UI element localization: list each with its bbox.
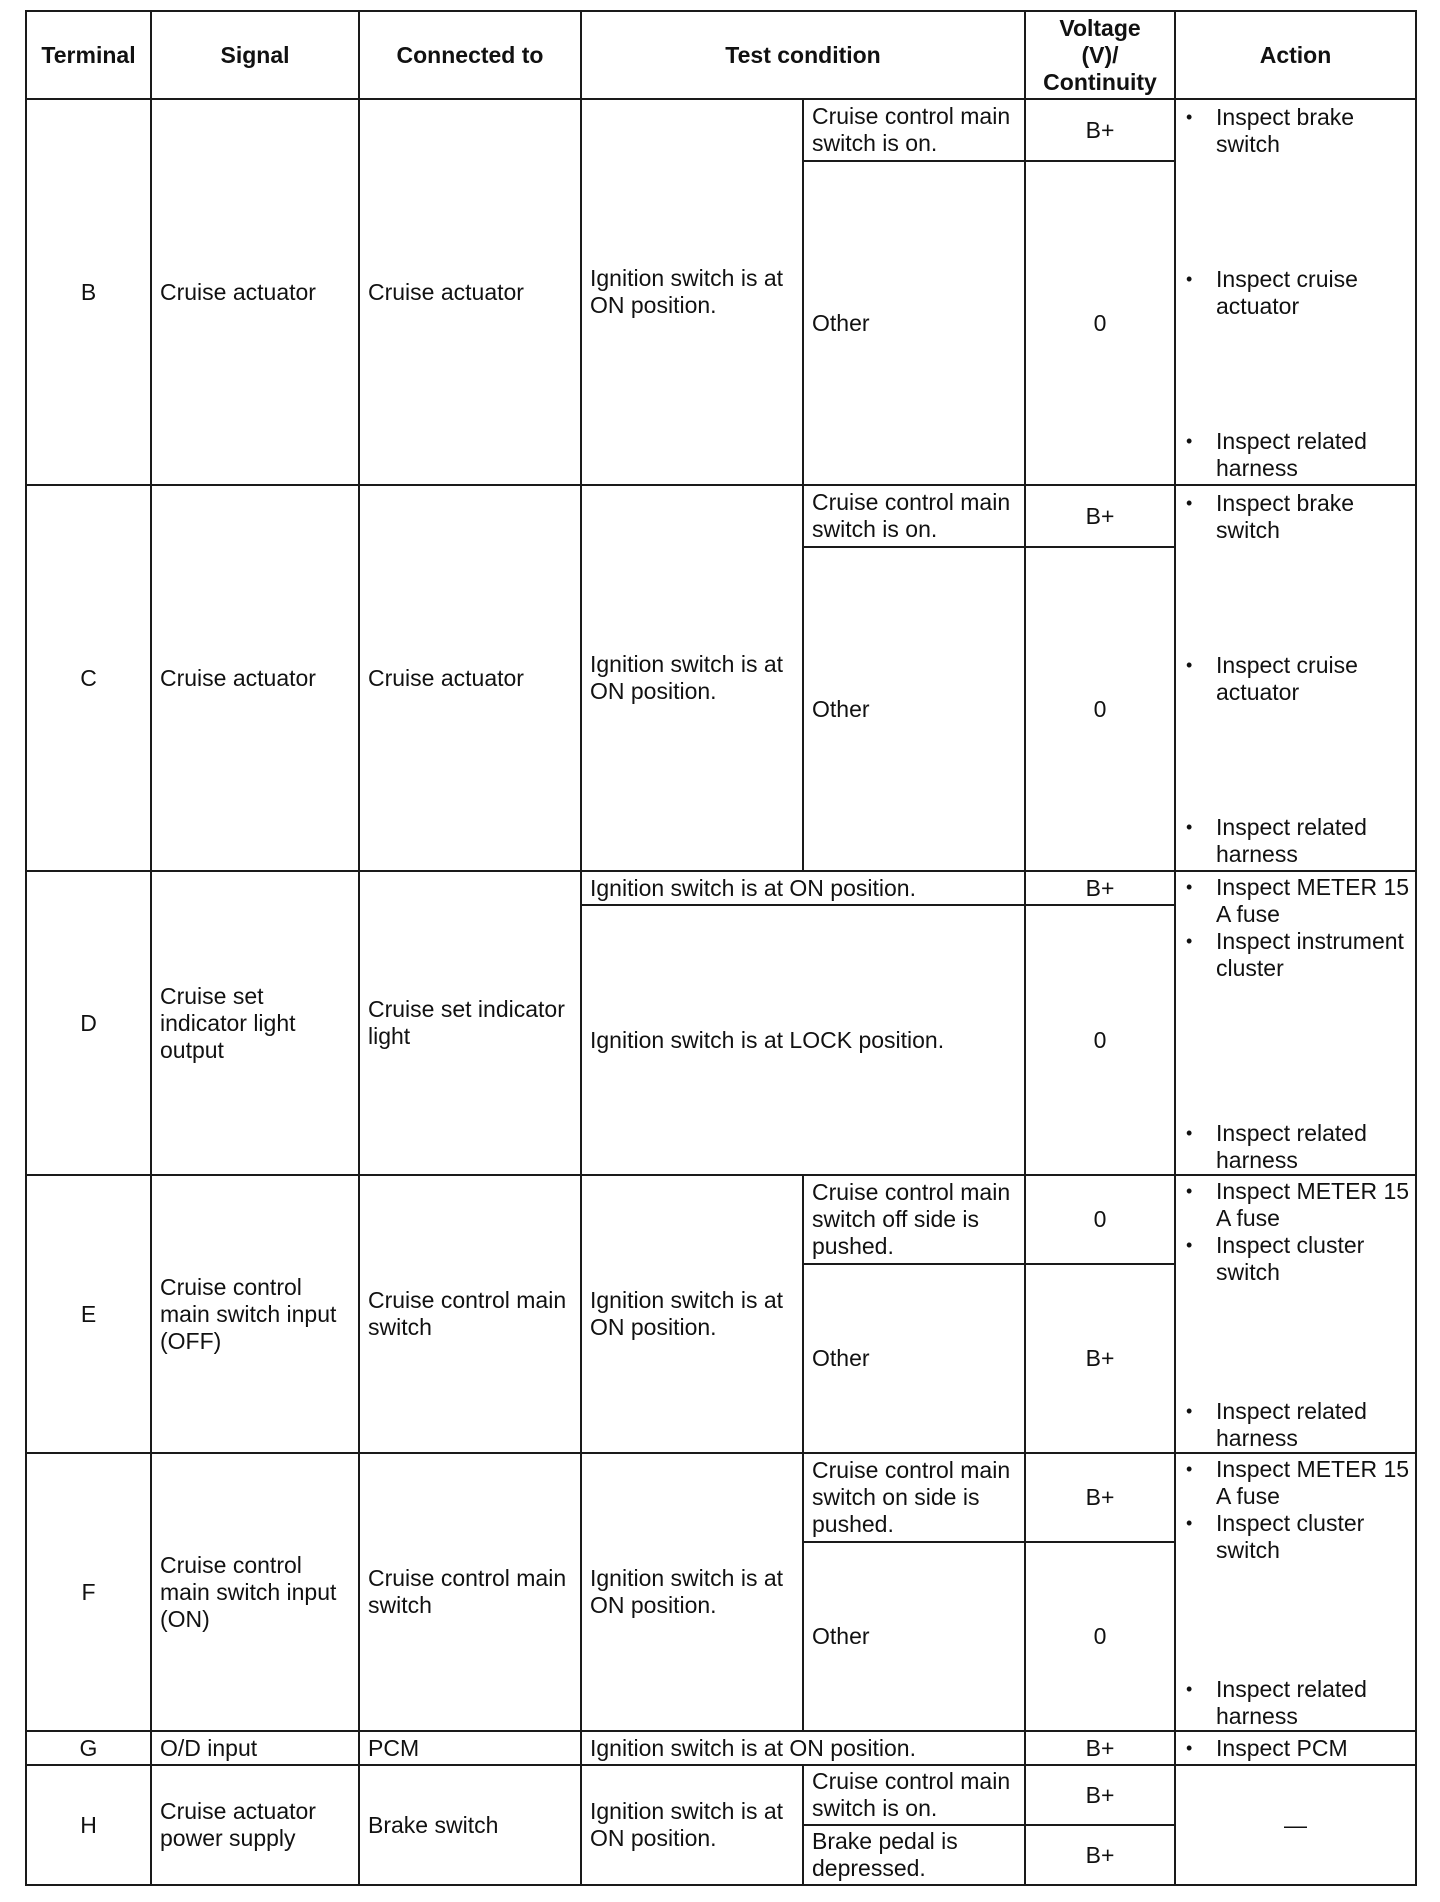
action-item: [1176, 1178, 1415, 1232]
action-item: [1176, 814, 1415, 868]
condition-cell: Ignition switch is at ON position.: [581, 1731, 1025, 1765]
bullet-icon: •: [1186, 877, 1193, 897]
action-item: [1176, 266, 1415, 320]
voltage-cell: 0: [1025, 161, 1175, 485]
action-text: Inspect METER 15 A fuse: [1216, 874, 1410, 927]
voltage-cell: B+: [1025, 99, 1175, 161]
condition-cell: Ignition switch is at ON position.: [581, 871, 1025, 905]
bullet-icon: •: [1186, 655, 1193, 675]
subcondition-cell: Other: [803, 161, 1025, 485]
terminal-cell: B: [26, 99, 151, 485]
header-voltage-line1: Voltage: [1059, 14, 1141, 41]
bullet-icon: •: [1186, 107, 1193, 127]
signal-cell: Cruise actuator: [151, 99, 359, 485]
condition-cell: Ignition switch is at LOCK position.: [581, 905, 1025, 1175]
action-item: [1176, 104, 1415, 158]
signal-cell: Cruise control main switch input (ON): [151, 1453, 359, 1731]
bullet-icon: •: [1186, 1679, 1193, 1699]
header-voltage: [1025, 11, 1175, 99]
connected-cell: Cruise control main switch: [359, 1175, 581, 1453]
action-item: [1176, 490, 1415, 544]
action-text: Inspect brake switch: [1216, 490, 1355, 543]
voltage-cell: B+: [1025, 1765, 1175, 1825]
connected-cell: PCM: [359, 1731, 581, 1765]
bullet-icon: •: [1186, 1401, 1193, 1421]
voltage-cell: B+: [1025, 1825, 1175, 1885]
header-row: [26, 11, 1416, 99]
table-row-h: [26, 1765, 1416, 1825]
voltage-cell: 0: [1025, 905, 1175, 1175]
voltage-cell: B+: [1025, 1731, 1175, 1765]
subcondition-cell: Cruise control main switch is on.: [803, 99, 1025, 161]
bullet-icon: •: [1186, 1737, 1193, 1758]
connected-cell: Cruise control main switch: [359, 1453, 581, 1731]
terminal-inspection-table: [25, 10, 1417, 1886]
voltage-cell: B+: [1025, 485, 1175, 547]
action-text: Inspect METER 15 A fuse: [1216, 1178, 1410, 1231]
action-cell: [1175, 1175, 1416, 1453]
subcondition-cell: Cruise control main switch on side is pushed.: [803, 1453, 1025, 1542]
action-cell: [1175, 871, 1416, 1175]
table-row-b: [26, 99, 1416, 161]
condition-cell: Ignition switch is at ON position.: [581, 485, 803, 871]
action-text: Inspect related harness: [1216, 1120, 1367, 1173]
signal-cell: Cruise actuator: [151, 485, 359, 871]
connected-cell: Cruise actuator: [359, 99, 581, 485]
action-text: Inspect related harness: [1216, 428, 1367, 481]
header-voltage-line2: (V)/: [1081, 41, 1119, 68]
table-row-g: [26, 1731, 1416, 1765]
table-row-e: [26, 1175, 1416, 1264]
action-item: [1176, 928, 1415, 982]
action-text: Inspect cluster switch: [1216, 1510, 1365, 1563]
header-signal: Signal: [151, 11, 359, 99]
header-terminal: Terminal: [26, 11, 151, 99]
action-text: Inspect PCM: [1216, 1734, 1348, 1761]
connected-cell: Cruise actuator: [359, 485, 581, 871]
bullet-icon: •: [1186, 817, 1193, 837]
table-row-d: [26, 871, 1416, 905]
action-text: Inspect METER 15 A fuse: [1216, 1456, 1410, 1509]
bullet-icon: •: [1186, 493, 1193, 513]
subcondition-cell: Cruise control main switch off side is pushed.: [803, 1175, 1025, 1264]
action-text: Inspect cluster switch: [1216, 1232, 1365, 1285]
bullet-icon: •: [1186, 1235, 1193, 1255]
bullet-icon: •: [1186, 269, 1193, 289]
action-item: [1176, 874, 1415, 928]
connected-cell: Cruise set indicator light: [359, 871, 581, 1175]
terminal-cell: E: [26, 1175, 151, 1453]
condition-cell: Ignition switch is at ON position.: [581, 99, 803, 485]
action-text: Inspect instrument cluster: [1216, 928, 1404, 981]
table-row-c: [26, 485, 1416, 547]
action-text: Inspect cruise actuator: [1216, 266, 1358, 319]
subcondition-cell: Other: [803, 547, 1025, 871]
action-item: [1176, 1398, 1415, 1452]
signal-cell: O/D input: [151, 1731, 359, 1765]
table-row-f: [26, 1453, 1416, 1542]
action-item: [1176, 1735, 1415, 1762]
terminal-cell: F: [26, 1453, 151, 1731]
bullet-icon: •: [1186, 1513, 1193, 1533]
signal-cell: Cruise actuator power supply: [151, 1765, 359, 1885]
action-text: Inspect related harness: [1216, 1676, 1367, 1729]
terminal-cell: D: [26, 871, 151, 1175]
action-item: [1176, 1120, 1415, 1174]
bullet-icon: •: [1186, 931, 1193, 951]
condition-cell: Ignition switch is at ON position.: [581, 1765, 803, 1885]
action-cell: [1175, 485, 1416, 871]
subcondition-cell: Cruise control main switch is on.: [803, 485, 1025, 547]
terminal-cell: G: [26, 1731, 151, 1765]
action-cell: [1175, 1453, 1416, 1731]
signal-cell: Cruise control main switch input (OFF): [151, 1175, 359, 1453]
subcondition-cell: Other: [803, 1264, 1025, 1453]
action-text: Inspect brake switch: [1216, 104, 1355, 157]
voltage-cell: 0: [1025, 547, 1175, 871]
subcondition-cell: Other: [803, 1542, 1025, 1731]
connected-cell: Brake switch: [359, 1765, 581, 1885]
action-cell: —: [1175, 1765, 1416, 1885]
condition-cell: Ignition switch is at ON position.: [581, 1175, 803, 1453]
action-cell: [1175, 99, 1416, 485]
bullet-icon: •: [1186, 431, 1193, 451]
action-cell: [1175, 1731, 1416, 1765]
bullet-icon: •: [1186, 1123, 1193, 1143]
action-item: [1176, 1456, 1415, 1510]
action-text: Inspect cruise actuator: [1216, 652, 1358, 705]
bullet-icon: •: [1186, 1459, 1193, 1479]
bullet-icon: •: [1186, 1181, 1193, 1201]
action-text: Inspect related harness: [1216, 814, 1367, 867]
action-item: [1176, 428, 1415, 482]
voltage-cell: 0: [1025, 1542, 1175, 1731]
terminal-cell: C: [26, 485, 151, 871]
header-test-condition: Test condition: [581, 11, 1025, 99]
voltage-cell: B+: [1025, 1453, 1175, 1542]
voltage-cell: 0: [1025, 1175, 1175, 1264]
header-voltage-line3: Continuity: [1043, 68, 1157, 95]
action-item: [1176, 1510, 1415, 1564]
header-connected-to: Connected to: [359, 11, 581, 99]
action-text: Inspect related harness: [1216, 1398, 1367, 1451]
terminal-cell: H: [26, 1765, 151, 1885]
action-item: [1176, 1232, 1415, 1286]
subcondition-cell: Cruise control main switch is on.: [803, 1765, 1025, 1825]
action-item: [1176, 652, 1415, 706]
action-item: [1176, 1676, 1415, 1730]
voltage-cell: B+: [1025, 1264, 1175, 1453]
condition-cell: Ignition switch is at ON position.: [581, 1453, 803, 1731]
subcondition-cell: Brake pedal is depressed.: [803, 1825, 1025, 1885]
header-action: Action: [1175, 11, 1416, 99]
voltage-cell: B+: [1025, 871, 1175, 905]
signal-cell: Cruise set indicator light output: [151, 871, 359, 1175]
